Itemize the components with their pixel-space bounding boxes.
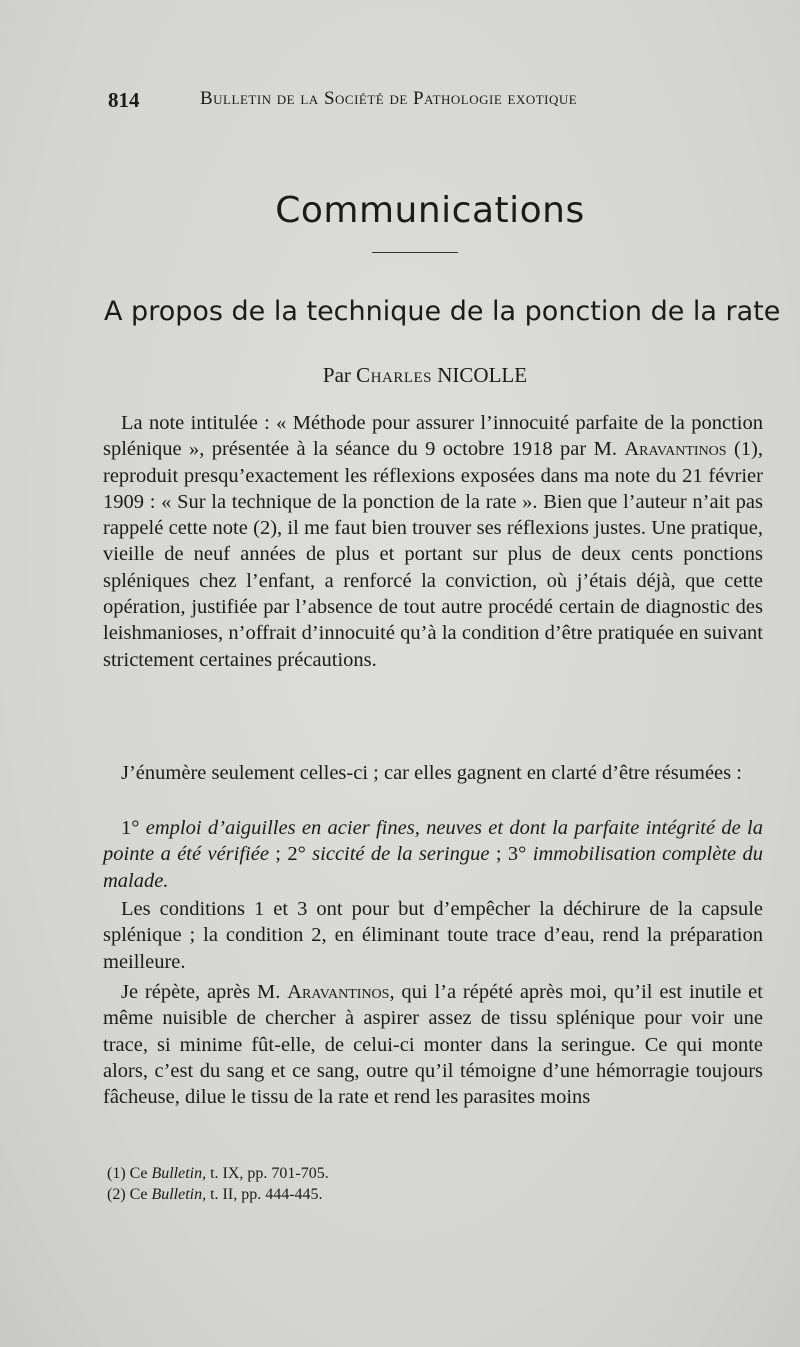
paragraph-5 [103,979,763,1110]
paragraph-text: , qui l’a répété après moi, qu’il est inutile et même nuisible de chercher à aspirer assez de tissu splénique pour voir une trace, si minime fût-elle, de celui-ci monter dans la seringue. Ce qui monte alors, c’est du sang et ce sang, outre qu’il témoigne d’une hémorragie toujours fâcheuse, dilue le tissu de la rate et rend les parasites moins [103,981,763,1109]
list-number: 1° [121,817,146,839]
author-name: Aravantinos [287,981,390,1003]
footnote-journal: Bulletin, [151,1165,207,1182]
footnote-reference: t. IX, pp. 701-705. [210,1165,329,1182]
author-last-name: NICOLLE [437,363,528,387]
journal-title: Bulletin de la Société de Pathologie exotique [200,88,578,109]
title-rule [372,252,458,253]
paragraph-1 [103,410,763,673]
precaution-2: siccité de la seringue [312,843,490,866]
paragraph-4 [103,896,763,975]
paragraph-text: La note intitulée : « Méthode pour assurer l’innocuité parfaite de la ponction splénique », présentée à la séance du 9 octobre 1918 par M. [103,412,763,461]
footnote-text: Ce [129,1186,148,1203]
running-head [108,88,740,118]
list-number: ; 3° [489,843,533,866]
precautions-list [103,815,763,894]
precaution-1: emploi d’aiguilles en acier fines, neuves et dont la parfaite intégrité de la pointe a été vérifiée [103,817,763,866]
paragraph-text: Les conditions 1 et 3 ont pour but d’empêcher la déchirure de la capsule splénique ; la condition 2, en éliminant toute trace d’eau, rend la préparation meilleure. [103,898,763,973]
author-name: Aravantinos [624,438,727,461]
paragraph-2 [103,760,763,786]
footnote-journal: Bulletin, [151,1186,207,1203]
byline-prefix: Par [322,363,351,387]
paragraph-text: J’énumère seulement celles-ci ; car elles gagnent en clarté d’être résumées : [121,762,742,784]
author-first-name: Charles [356,363,433,387]
footnote-text: Ce [129,1165,148,1182]
section-title: Communications [275,190,585,231]
footnote-marker: (2) [107,1186,126,1203]
list-number: ; 2° [268,843,313,866]
footnotes [107,1163,607,1205]
precaution-3: immobilisation complète du malade. [103,843,763,892]
paragraph-text: (1), reproduit presqu’exactement les réflexions exposées dans ma note du 21 février 1909 : « Sur la technique de la ponction de la rate ». Bien que l’auteur n’ait pas rappelé cette note (2), il me faut bien trouver ses réflexions justes. Une pratique, vieille de neuf années de plus et portant sur plus de deux cents ponctions spléniques chez l’enfant, a renforcé la conviction, où j’étais déjà, que cette opération, justifiée par l’absence de tout autre procédé certain de diagnostic des leishmanioses, n’offrait d’innocuité qu’à la condition d’être pratiquée en suivant strictement certaines précautions. [103,438,764,671]
byline [0,363,800,388]
footnote-1 [107,1163,607,1184]
page-number: 814 [108,88,140,112]
footnote-reference: t. II, pp. 444-445. [210,1186,323,1203]
footnote-2 [107,1184,607,1205]
footnote-marker: (1) [107,1165,126,1182]
paragraph-text: Je répète, après M. [121,981,288,1003]
article-title: A propos de la technique de la ponction de la rate [104,296,781,327]
